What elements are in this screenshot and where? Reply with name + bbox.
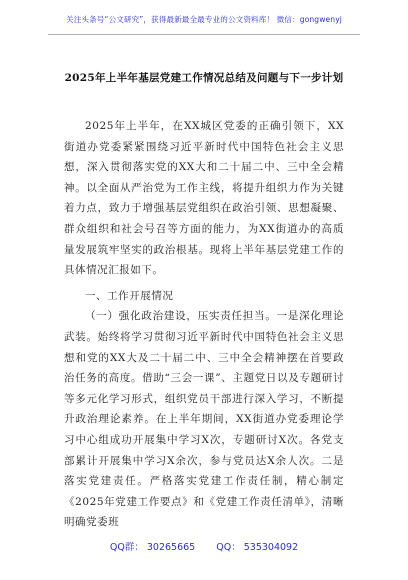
body-paragraph: （一）强化政治建设，压实责任担当。一是深化理论武装。始终将学习贯彻习近平新时代中国特色社会主义思想和党的XX大及二十届二中、三中全会精神摆在首要政治任务的高度。借助“三会一课”、主题党日以及专题研讨等多元化学习形式，组织党员干部进行深入学习，不断提升政治理论素养。在上半年期间，XX街道办党委理论学习中心组成功开展集中学习X次，专题研讨X次。各党支部累计开展集中学习X余次，参与党员达X余人次。二是落实党建责任。严格落实党建工作责任制，精心制定《2025年党建工作要点》和《党建工作责任清单》，清晰明确党委班 xyxy=(64,310,344,529)
footer-contact xyxy=(0,539,408,553)
header-promo-note: 关注头条号“公文研究”，获得最新最全最专业的公文资料库！ 微信：gongwenyj xyxy=(66,15,342,24)
document-body xyxy=(64,116,344,533)
intro-paragraph: 2025年上半年，在XX城区党委的正确引领下，XX街道办党委紧紧围绕习近平新时代中国特色社会主义思想，深入贯彻落实党的XX大和二十届二中、三中全会精神。以全面从严治党为工作主线，将提升组织力作为关键着力点，致力于增强基层党组织在政治引领、思想凝聚、群众组织和社会号召等方面的能力，为XX街道办的高质量发展筑牢坚实的政治根基。现将上半年基层党建工作的具体情况汇报如下。 xyxy=(64,120,344,277)
footer-qq-group: QQ群： 30265665 xyxy=(109,542,196,553)
header-divider xyxy=(48,34,360,35)
footer-qq: QQ： 535304092 xyxy=(216,542,299,553)
document-title: 2025年上半年基层党建工作情况总结及问题与下一步计划 xyxy=(64,72,344,84)
section-heading: 一、工作开展情况 xyxy=(85,289,174,302)
